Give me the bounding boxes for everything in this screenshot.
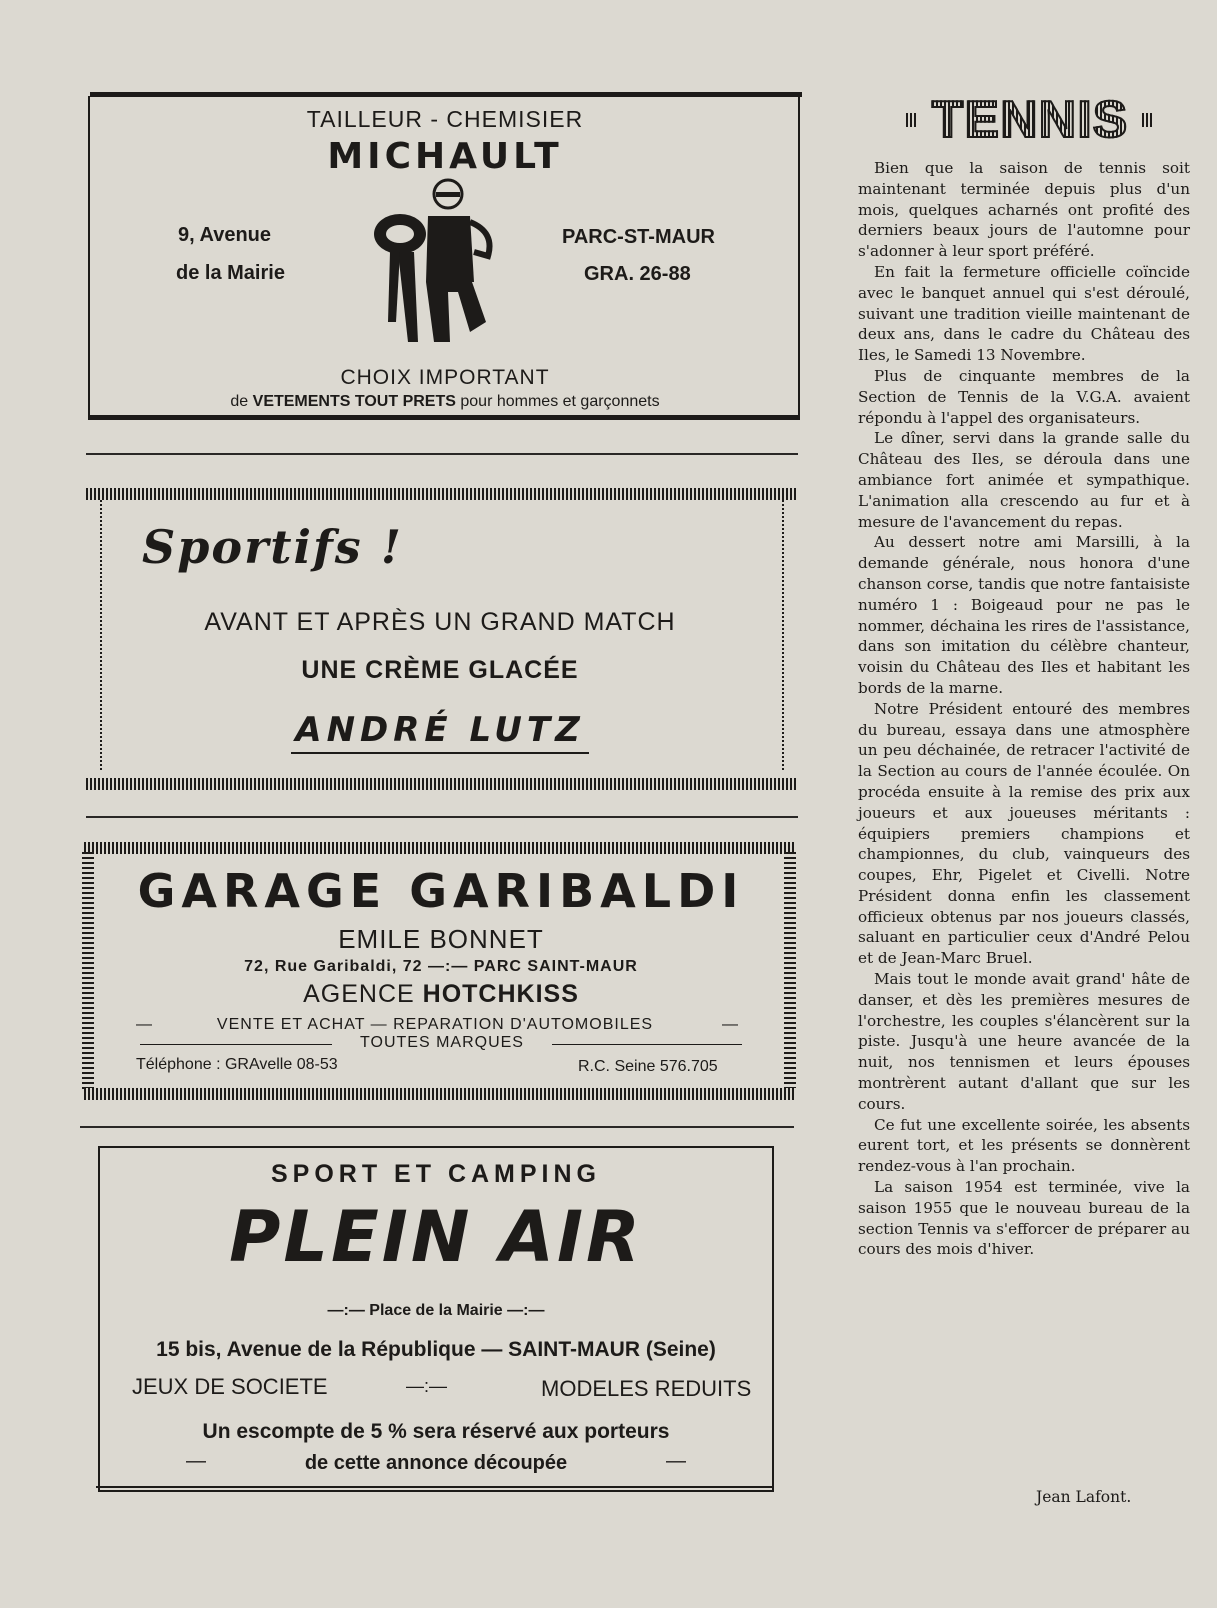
michault-tagline [90,393,800,411]
michault-line1: TAILLEUR - CHEMISIER [306,106,584,132]
pleinair-discount2: de cette annonce découpée [304,1452,568,1474]
tagline-de: de [230,393,249,410]
separator-rule [86,816,798,818]
article-paragraph: La saison 1954 est terminée, vive la saison 1955 que le nouveau bureau de la section Tennis va s'efforcer de préparer au cours des mois d'hiver. [858,1178,1190,1259]
garage-agency-line [96,980,786,1009]
title-ornament-right [1142,113,1154,127]
article-paragraph: Ce fut une excellente soirée, les absents eurent tort, et les présents se donnèrent rendez-vous à l'an prochain. [858,1115,1190,1176]
lutz-line2: UNE CRÈME GLACÉE [301,656,579,684]
lutz-line1: AVANT ET APRÈS UN GRAND MATCH [204,608,676,636]
garage-agency-brand: HOTCHKISS [422,980,579,1008]
article-title [880,90,1180,150]
lutz-brand: ANDRÉ LUTZ [291,710,589,754]
pleinair-top: SPORT ET CAMPING [270,1160,601,1188]
article-paragraph: Le dîner, servi dans la grande salle du Château des Iles, se déroula dans une ambiance fort animée et sympathique. L'animation alla crescendo au fur et à mesure de l'avancement du repas. [858,429,1190,531]
tagline-rest: pour hommes et garçonnets [460,393,660,410]
garage-phone: Téléphone : GRAvelle 08-53 [136,1056,338,1073]
top-hatch-bar [84,842,796,854]
garage-agency-prefix: AGENCE [303,980,415,1008]
pleinair-modeles: MODELES REDUITS [541,1376,752,1401]
bottom-hatch-bar [84,1088,796,1100]
tagline-vetements: VETEMENTS TOUT PRETS [252,393,456,410]
pleinair-address-city: — SAINT-MAUR (Seine) [481,1338,716,1361]
discount-dash-right: — [666,1450,686,1472]
garage-owner: EMILE BONNET [338,924,544,954]
garage-rc: R.C. Seine 576.705 [578,1058,718,1075]
garage-name: GARAGE GARIBALDI [137,864,745,918]
garage-address: 72, Rue Garibaldi, 72 [244,958,423,975]
article-paragraph: Plus de cinquante membres de la Section de Tennis de la V.G.A. avaient répondu à l'appel des organisateurs. [858,366,1190,427]
article-paragraph: Au dessert notre ami Marsilli, à la demande générale, nous honora d'une chanson corse, tandis que notre fantaisiste numéro 1 : Boigeaud pour ne pas le nommer, déchaina les rires de l'assistance, dans son imitation du célèbre chanteur, voisin du Château des Iles et habitant les bords de la marne. [858,533,1190,697]
place-sep-right: —:— [507,1302,545,1319]
marques-rule-right [552,1044,742,1045]
garage-marques: TOUTES MARQUES [360,1034,524,1051]
michault-phone: GRA. 26-88 [584,263,691,285]
article-paragraph: Mais tout le monde avait grand' hâte de danser, et dès les premières mesures de l'orchestre, les couples s'élancèrent sur la piste. Jusqu'à une heure avancée de la nuit, nos tennismen et leurs épouses montrèrent autant d'allant que sur les cours. [858,970,1190,1113]
top-rule [90,92,802,97]
michault-city: PARC-ST-MAUR [562,226,715,248]
frame-shadow [96,1486,772,1488]
bottom-hatch-bar [86,778,798,790]
pleinair-jeux: JEUX DE SOCIETE [132,1374,328,1399]
title-ornament-left [906,113,918,127]
article-paragraph: Bien que la saison de tennis soit maintenant terminée depuis plus d'un mois, quelques acharnés ont profité des derniers beaux jours de l'automne pour s'adonner à leur sport préféré. [858,159,1190,261]
separator-rule [80,1126,794,1128]
garage-dash-right: — [722,1016,738,1033]
pleinair-name: PLEIN AIR [229,1196,643,1278]
right-border [782,500,785,770]
garage-services: VENTE ET ACHAT — REPARATION D'AUTOMOBILES [216,1016,654,1033]
michault-address2: de la Mairie [176,262,285,284]
lutz-headline: Sportifs ! [142,520,403,574]
article-paragraph: Notre Président entouré des membres du bureau, essaya dans une atmosphère un peu déchainée, de retracer l'activité de la Section au cours de l'année écoulée. On procéda ensuite à la remise des prix aux joueurs et aux joueuses méritants : équipiers premiers champions et championnes, du club, vainqueurs des coupes, Ehr, Pigelet et Civelli. Notre Président donna enfin les classement officieux obtenus par nos joueurs classés, saluant en particulier ceux d'André Pelou et de Jean-Marc Bruel. [858,699,1190,968]
michault-name: MICHAULT [327,136,563,177]
michault-address1: 9, Avenue [178,224,271,246]
garage-city: PARC SAINT-MAUR [473,958,638,975]
tailor-scissors-illustration [370,172,510,357]
left-hatch-bar [82,852,94,1092]
garage-dash-left: — [136,1016,152,1033]
pleinair-place: Place de la Mairie [369,1302,503,1319]
separator-rule [86,453,798,455]
article-paragraph: En fait la fermeture officielle coïncide avec le banquet annuel qui s'est déroulé, suivant une tradition vieille maintenant de deux ans, dans le cadre du Château des Iles, le Samedi 13 Novembre. [858,262,1190,365]
pleinair-place-line [100,1302,772,1320]
garage-sep: —:— [428,958,469,975]
pleinair-sep: —:— [406,1376,448,1396]
michault-choice: CHOIX IMPORTANT [340,366,550,389]
pleinair-discount: Un escompte de 5 % sera réservé aux porteurs [202,1420,670,1443]
article-author: Jean Lafont. [1036,1488,1132,1506]
lutz-brand-wrap [100,710,780,754]
pleinair-address: 15 bis, Avenue de la République [156,1338,476,1361]
pleinair-address-line [100,1338,772,1362]
marques-rule-left [140,1044,332,1045]
garage-address-line [96,958,786,976]
place-sep-left: —:— [327,1302,365,1319]
article-body [858,158,1190,1260]
bottom-rule [88,415,800,420]
top-hatch-bar [86,488,798,500]
discount-dash-left: — [186,1450,206,1472]
article-title-text: TENNIS [931,91,1129,149]
